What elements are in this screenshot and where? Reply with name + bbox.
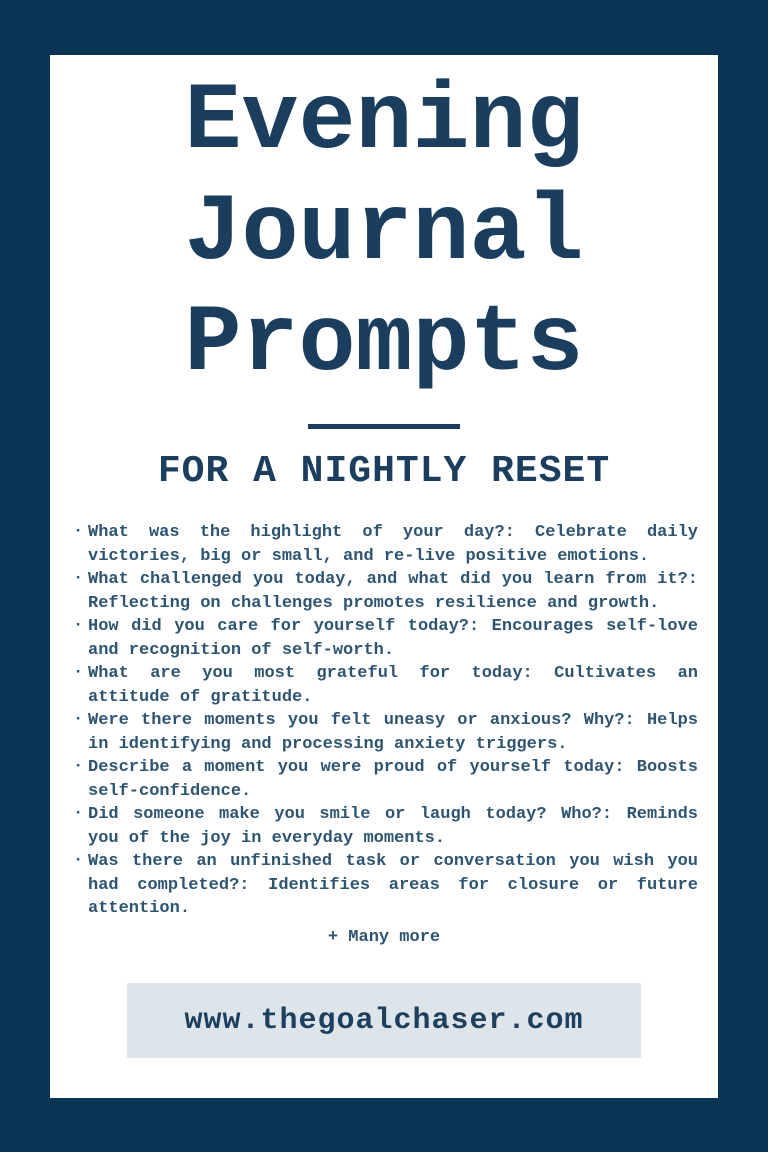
prompt-item [73, 756, 698, 803]
prompt-text: What challenged you today, and what did you learn from it?: Reflecting on challenges promotes resilience and growth. [88, 570, 698, 613]
bullet-icon: · [73, 663, 84, 682]
prompt-text: Were there moments you felt uneasy or anxious? Why?: Helps in identifying and processing anxiety triggers. [88, 711, 698, 754]
prompt-item [73, 803, 698, 850]
prompt-item [73, 709, 698, 756]
prompt-text: How did you care for yourself today?: Encourages self-love and recognition of self-worth. [88, 617, 698, 660]
bullet-icon: · [73, 757, 84, 776]
footer-bar [127, 983, 641, 1058]
title-line-2: Journal [184, 179, 584, 287]
title-divider [308, 424, 460, 429]
prompt-text: Describe a moment you were proud of yourself today: Boosts self-confidence. [88, 758, 698, 801]
bullet-icon: · [73, 569, 84, 588]
prompt-text: What was the highlight of your day?: Celebrate daily victories, big or small, and re-live positive emotions. [88, 523, 698, 566]
prompt-list [73, 521, 698, 921]
bullet-icon: · [73, 804, 84, 823]
title-line-1: Evening [184, 68, 584, 176]
prompt-item [73, 521, 698, 568]
poster-card [50, 55, 718, 1098]
prompt-text: Was there an unfinished task or conversation you wish you had completed?: Identifies areas for closure or future attention. [88, 852, 698, 918]
prompt-text: What are you most grateful for today: Cultivates an attitude of gratitude. [88, 664, 698, 707]
prompt-item [73, 662, 698, 709]
prompt-item [73, 568, 698, 615]
prompt-item [73, 850, 698, 921]
many-more-note: + Many more [327, 927, 441, 947]
prompt-text: Did someone make you smile or laugh today? Who?: Reminds you of the joy in everyday moments. [88, 805, 698, 848]
prompt-item [73, 615, 698, 662]
bullet-icon: · [73, 522, 84, 541]
bullet-icon: · [73, 616, 84, 635]
title-line-3: Prompts [184, 290, 584, 398]
bullet-icon: · [73, 851, 84, 870]
bullet-icon: · [73, 710, 84, 729]
website-url: www.thegoalchaser.com [184, 1003, 584, 1038]
poster-title [50, 55, 718, 400]
poster-subtitle: FOR A NIGHTLY RESET [157, 450, 611, 493]
